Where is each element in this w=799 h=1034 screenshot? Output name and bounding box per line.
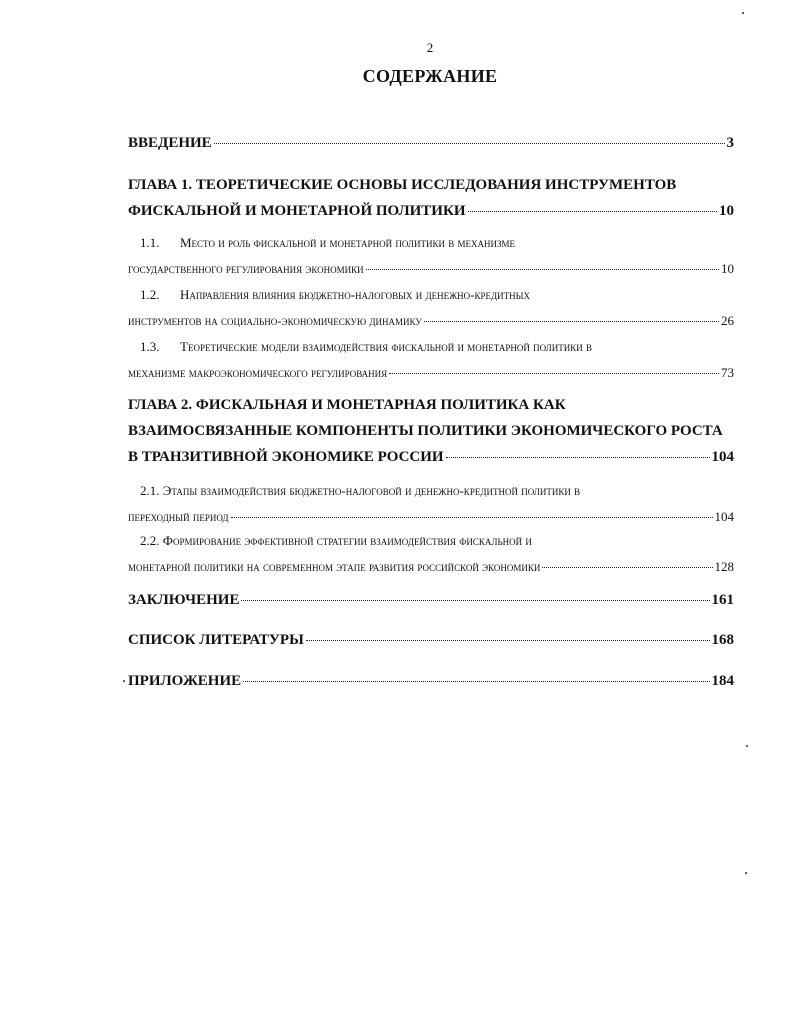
dot-leader: [231, 517, 713, 518]
section-number: 1.1.: [140, 235, 160, 250]
toc-entry-chapter-2: [128, 392, 734, 470]
toc-page-number: 161: [711, 592, 734, 608]
page-number: 2: [426, 40, 434, 55]
dot-leader: [542, 567, 712, 568]
toc-entry-text: инструментов на социально-экономическую динамику: [128, 313, 422, 328]
dot-leader: [366, 269, 719, 270]
dot-leader: [214, 143, 725, 144]
dot-leader: [424, 321, 719, 322]
toc-entry-text: механизме макроэкономического регулирования: [128, 365, 388, 380]
toc-entry-section-2-2: [128, 528, 734, 580]
toc-entry-text: ГЛАВА 2. ФИСКАЛЬНАЯ И МОНЕТАРНАЯ ПОЛИТИКА КАК: [128, 397, 566, 413]
toc-entry-text: СПИСОК ЛИТЕРАТУРЫ: [128, 632, 304, 648]
toc-entry-conclusion: [128, 587, 734, 613]
toc-entry-text: ПРИЛОЖЕНИЕ: [128, 673, 242, 689]
section-number: 1.3.: [140, 339, 160, 354]
toc-entry-text: ЗАКЛЮЧЕНИЕ: [128, 592, 240, 608]
toc-page-number: 168: [711, 632, 734, 648]
toc-page-number: 128: [714, 559, 734, 574]
scan-artifact: [745, 872, 747, 874]
toc-entry-appendix: [128, 668, 734, 694]
toc-entry-section-1-2: [128, 282, 734, 334]
toc-page-number: 73: [721, 365, 734, 380]
toc-entry-text: Теоретические модели взаимодействия фискальной и монетарной политики в: [180, 339, 593, 354]
dot-leader: [446, 457, 710, 458]
scan-artifact: [742, 12, 744, 14]
dot-leader: [468, 211, 717, 212]
toc-page-number: 26: [721, 313, 734, 328]
dot-leader: [241, 600, 709, 601]
toc-entry-introduction: [128, 130, 734, 156]
page-title: СОДЕРЖАНИЕ: [362, 66, 498, 86]
toc-entry-text: В ТРАНЗИТИВНОЙ ЭКОНОМИКЕ РОССИИ: [128, 449, 444, 465]
toc-entry-text: переходный период: [128, 509, 229, 524]
toc-entry-text: ВЗАИМОСВЯЗАННЫЕ КОМПОНЕНТЫ ПОЛИТИКИ ЭКОНОМИЧЕСКОГО РОСТА: [128, 423, 723, 439]
section-number: 1.2.: [140, 287, 160, 302]
toc-entry-text: монетарной политики на современном этапе развития российской экономики: [128, 559, 541, 574]
toc-entry-text: Место и роль фискальной и монетарной политики в механизме: [180, 235, 515, 250]
toc-entry-text: ФИСКАЛЬНОЙ И МОНЕТАРНОЙ ПОЛИТИКИ: [128, 203, 466, 219]
toc-entry-text: ВВЕДЕНИЕ: [128, 135, 212, 151]
toc-page-number: 10: [721, 261, 734, 276]
toc-entry-section-1-1: [128, 230, 734, 282]
toc-entry-section-1-3: [128, 334, 734, 386]
toc-page-number: 104: [711, 449, 734, 465]
toc-entry-references: [128, 627, 734, 653]
scan-artifact: [123, 680, 125, 682]
scan-artifact: [746, 745, 748, 747]
toc-entry-text: государственного регулирования экономики: [128, 261, 364, 276]
toc-page-number: 3: [726, 135, 734, 151]
dot-leader: [243, 681, 709, 682]
toc-entry-text: Направления влияния бюджетно-налоговых и денежно-кредитных: [180, 287, 530, 302]
dot-leader: [306, 640, 710, 641]
toc-entry-text: 2.2. Формирование эффективной стратегии взаимодействия фискальной и: [140, 533, 532, 548]
dot-leader: [389, 373, 719, 374]
toc-page-number: 104: [714, 509, 734, 524]
toc-entry-chapter-1: [128, 172, 734, 224]
toc-page-number: 184: [711, 673, 734, 689]
toc-entry-text: 2.1. Этапы взаимодействия бюджетно-налоговой и денежно-кредитной политики в: [140, 483, 581, 498]
toc-entry-section-2-1: [128, 478, 734, 530]
toc-entry-text: ГЛАВА 1. ТЕОРЕТИЧЕСКИЕ ОСНОВЫ ИССЛЕДОВАНИЯ ИНСТРУМЕНТОВ: [128, 177, 677, 193]
toc-page-number: 10: [719, 203, 734, 219]
